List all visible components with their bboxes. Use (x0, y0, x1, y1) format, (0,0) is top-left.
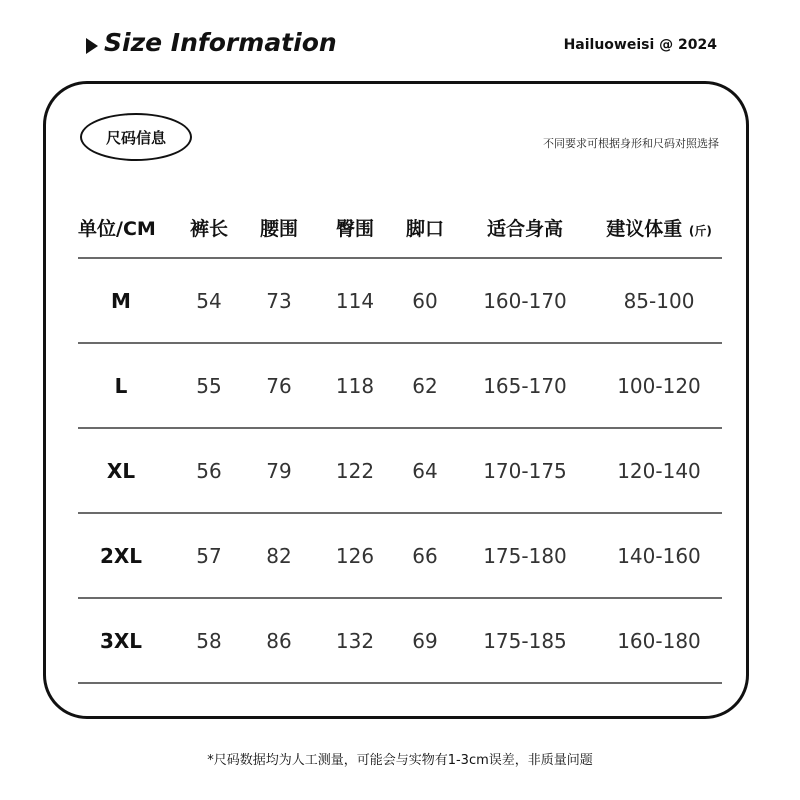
size-label: XL (106, 458, 136, 483)
cell-waist: 76 (244, 343, 314, 428)
size-label: L (114, 373, 128, 398)
cell-size (78, 598, 174, 683)
cell-size (78, 258, 174, 343)
size-label: 2XL (99, 543, 143, 568)
cell-waist: 82 (244, 513, 314, 598)
cell-weight: 100-120 (596, 343, 722, 428)
table-row (78, 598, 722, 683)
cell-hip: 114 (314, 258, 396, 343)
cell-size (78, 513, 174, 598)
brand-label: Hailuoweisi @ 2024 (563, 37, 717, 53)
header-waist: 腰围 (244, 197, 314, 258)
cell-hem: 62 (396, 343, 454, 428)
size-table (78, 197, 722, 684)
cell-hem: 66 (396, 513, 454, 598)
fit-note: 不同要求可根据身形和尺码对照选择 (543, 137, 719, 150)
cell-length: 57 (174, 513, 244, 598)
table-row (78, 513, 722, 598)
cell-weight: 85-100 (596, 258, 722, 343)
table-row (78, 343, 722, 428)
header-arrow-icon (86, 38, 98, 54)
cell-waist: 86 (244, 598, 314, 683)
table-row (78, 258, 722, 343)
cell-waist: 79 (244, 428, 314, 513)
cell-height: 175-180 (454, 513, 596, 598)
header-weight-unit: (斤) (688, 223, 712, 238)
table-header-row (78, 197, 722, 258)
cell-weight: 140-160 (596, 513, 722, 598)
cell-weight: 120-140 (596, 428, 722, 513)
cell-height: 160-170 (454, 258, 596, 343)
header-height: 适合身高 (454, 197, 596, 258)
size-info-badge: 尺码信息 (80, 113, 192, 161)
table-row (78, 428, 722, 513)
cell-length: 55 (174, 343, 244, 428)
size-label: 3XL (99, 628, 143, 653)
cell-hem: 69 (396, 598, 454, 683)
footnote: *尺码数据均为人工测量，可能会与实物有1-3cm误差，非质量问题 (207, 753, 593, 768)
cell-waist: 73 (244, 258, 314, 343)
header-size-unit: 单位/CM (78, 197, 174, 258)
page-title: Size Information (104, 28, 337, 57)
size-label: M (111, 288, 131, 313)
cell-size (78, 343, 174, 428)
cell-height: 170-175 (454, 428, 596, 513)
header-length: 裤长 (174, 197, 244, 258)
header-hem: 脚口 (396, 197, 454, 258)
cell-height: 165-170 (454, 343, 596, 428)
cell-length: 58 (174, 598, 244, 683)
cell-hem: 64 (396, 428, 454, 513)
cell-hip: 126 (314, 513, 396, 598)
header-weight-label: 建议体重 (606, 217, 683, 240)
cell-hem: 60 (396, 258, 454, 343)
header-hip: 臀围 (314, 197, 396, 258)
cell-weight: 160-180 (596, 598, 722, 683)
cell-length: 56 (174, 428, 244, 513)
cell-hip: 118 (314, 343, 396, 428)
cell-hip: 122 (314, 428, 396, 513)
cell-length: 54 (174, 258, 244, 343)
cell-hip: 132 (314, 598, 396, 683)
cell-height: 175-185 (454, 598, 596, 683)
header-weight (596, 197, 722, 258)
cell-size (78, 428, 174, 513)
